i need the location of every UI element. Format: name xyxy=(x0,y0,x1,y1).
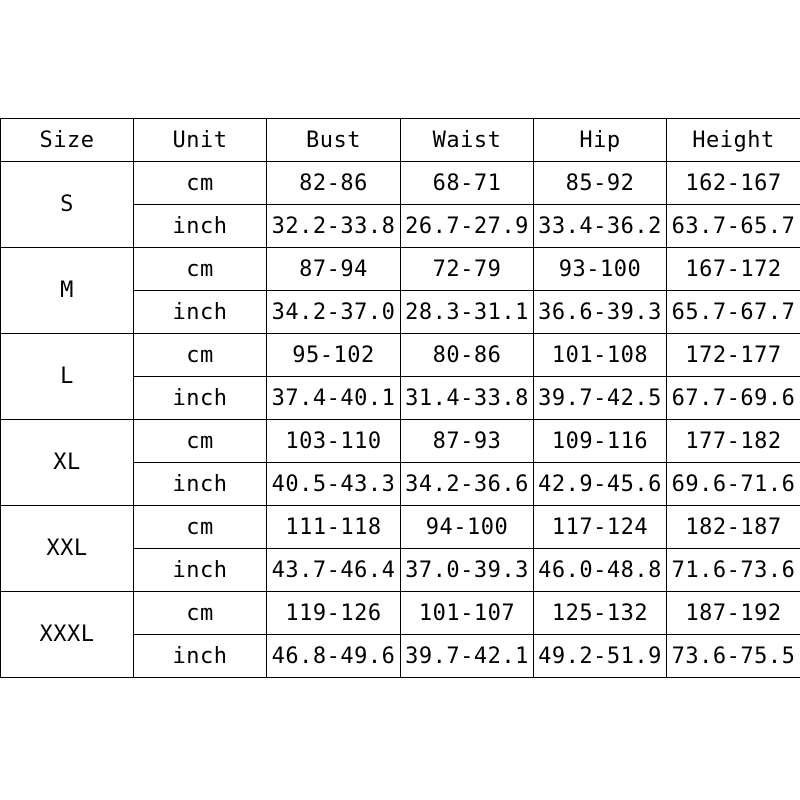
hip-cell: 36.6-39.3 xyxy=(534,291,667,334)
waist-cell: 37.0-39.3 xyxy=(401,549,534,592)
bust-cell: 103-110 xyxy=(267,420,401,463)
table-row xyxy=(1,334,800,377)
unit-cell: cm xyxy=(134,162,267,205)
height-cell: 177-182 xyxy=(667,420,800,463)
size-label: S xyxy=(1,162,134,248)
hip-cell: 85-92 xyxy=(534,162,667,205)
waist-cell: 34.2-36.6 xyxy=(401,463,534,506)
hip-cell: 101-108 xyxy=(534,334,667,377)
bust-cell: 43.7-46.4 xyxy=(267,549,401,592)
hip-cell: 49.2-51.9 xyxy=(534,635,667,678)
bust-cell: 82-86 xyxy=(267,162,401,205)
hip-cell: 33.4-36.2 xyxy=(534,205,667,248)
waist-cell: 31.4-33.8 xyxy=(401,377,534,420)
size-label: XL xyxy=(1,420,134,506)
hip-cell: 42.9-45.6 xyxy=(534,463,667,506)
table-row xyxy=(1,248,800,291)
bust-cell: 87-94 xyxy=(267,248,401,291)
bust-cell: 95-102 xyxy=(267,334,401,377)
table-row xyxy=(1,162,800,205)
header-row xyxy=(1,119,800,162)
size-label: L xyxy=(1,334,134,420)
bust-cell: 119-126 xyxy=(267,592,401,635)
unit-cell: inch xyxy=(134,291,267,334)
size-label: XXXL xyxy=(1,592,134,678)
size-label: M xyxy=(1,248,134,334)
unit-cell: inch xyxy=(134,377,267,420)
header-height: Height xyxy=(667,119,800,162)
height-cell: 63.7-65.7 xyxy=(667,205,800,248)
unit-cell: cm xyxy=(134,420,267,463)
height-cell: 167-172 xyxy=(667,248,800,291)
unit-cell: inch xyxy=(134,205,267,248)
waist-cell: 72-79 xyxy=(401,248,534,291)
hip-cell: 109-116 xyxy=(534,420,667,463)
unit-cell: inch xyxy=(134,635,267,678)
size-chart-table xyxy=(0,118,800,678)
height-cell: 187-192 xyxy=(667,592,800,635)
header-size: Size xyxy=(1,119,134,162)
hip-cell: 117-124 xyxy=(534,506,667,549)
header-hip: Hip xyxy=(534,119,667,162)
unit-cell: inch xyxy=(134,549,267,592)
waist-cell: 101-107 xyxy=(401,592,534,635)
waist-cell: 39.7-42.1 xyxy=(401,635,534,678)
header-unit: Unit xyxy=(134,119,267,162)
bust-cell: 40.5-43.3 xyxy=(267,463,401,506)
height-cell: 182-187 xyxy=(667,506,800,549)
bust-cell: 46.8-49.6 xyxy=(267,635,401,678)
height-cell: 172-177 xyxy=(667,334,800,377)
waist-cell: 94-100 xyxy=(401,506,534,549)
waist-cell: 26.7-27.9 xyxy=(401,205,534,248)
table-row xyxy=(1,506,800,549)
table-row xyxy=(1,592,800,635)
hip-cell: 93-100 xyxy=(534,248,667,291)
waist-cell: 87-93 xyxy=(401,420,534,463)
unit-cell: cm xyxy=(134,334,267,377)
bust-cell: 32.2-33.8 xyxy=(267,205,401,248)
waist-cell: 28.3-31.1 xyxy=(401,291,534,334)
waist-cell: 68-71 xyxy=(401,162,534,205)
bust-cell: 34.2-37.0 xyxy=(267,291,401,334)
height-cell: 67.7-69.6 xyxy=(667,377,800,420)
hip-cell: 125-132 xyxy=(534,592,667,635)
header-waist: Waist xyxy=(401,119,534,162)
height-cell: 69.6-71.6 xyxy=(667,463,800,506)
height-cell: 71.6-73.6 xyxy=(667,549,800,592)
hip-cell: 46.0-48.8 xyxy=(534,549,667,592)
hip-cell: 39.7-42.5 xyxy=(534,377,667,420)
unit-cell: cm xyxy=(134,592,267,635)
unit-cell: cm xyxy=(134,248,267,291)
header-bust: Bust xyxy=(267,119,401,162)
height-cell: 65.7-67.7 xyxy=(667,291,800,334)
size-label: XXL xyxy=(1,506,134,592)
unit-cell: inch xyxy=(134,463,267,506)
height-cell: 162-167 xyxy=(667,162,800,205)
unit-cell: cm xyxy=(134,506,267,549)
height-cell: 73.6-75.5 xyxy=(667,635,800,678)
bust-cell: 37.4-40.1 xyxy=(267,377,401,420)
table-row xyxy=(1,420,800,463)
waist-cell: 80-86 xyxy=(401,334,534,377)
bust-cell: 111-118 xyxy=(267,506,401,549)
